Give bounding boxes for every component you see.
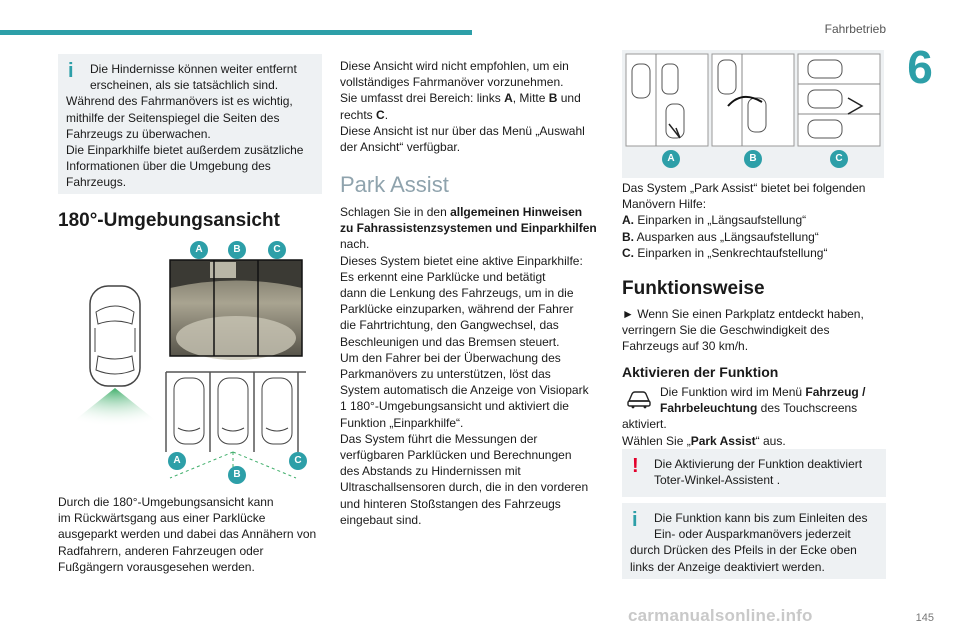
- page-number: 145: [915, 612, 934, 624]
- list-item: A. Einparken in „Längsaufstellung“: [622, 213, 807, 228]
- info-icon: i: [632, 509, 638, 531]
- surround-view-text: Durch die 180°-Umgebungsansicht kann im Rückwärtsgang aus einer Parklücke ausgeparkt werden und dabei das Annähern von Radfahrern, anderen Fahrzeugen oder Fußgängern vorausgesehen werden.: [58, 495, 317, 574]
- car-icon: [90, 286, 140, 386]
- activation-text: Die Funktion wird im Menü Fahrzeug / Fahrbeleuchtung des Touchscreens aktiviert. Wählen Sie „Park Assist“ aus.: [622, 385, 866, 448]
- info-note-deactivate: i Die Funktion kann bis zum Einleiten des Ein- oder Ausparkmanövers jederzeit durch Drücken des Pfeils in der Ecke oben links der Anzeige deaktiviert werden.: [622, 503, 886, 579]
- list-item: C. Einparken in „Senkrechtaufstellung“: [622, 245, 828, 260]
- park-assist-text: Schlagen Sie in den allgemeinen Hinweisen zu Fahrassistenzsystemen und Einparkhilfen nach. Dieses System bietet eine aktive Einparkhilfe: Es erkennt eine Parklücke und betätigt dann die Lenkung des Fahrzeugs, um in die Parklücke einzuparken, während der Fahrer die Fahrtrichtung, den Gangwechsel, das Beschleunigen und das Bremsen steuert. Um den Fahrer bei der Überwachung des Parkmanövers zu unterstützen, löst das System automatisch die Anzeige von Visiopark 1 180°-Umgebungsansicht und aktiviert die Funktion „Einparkhilfe“. Das System führt die Messungen der verfügbaren Parklücken und Berechnungen des Abstands zu Hindernissen mit Ultraschallsensoren durch, die in den vorderen und hinteren Stoßstangen des Fahrzeugs eingebaut sind.: [340, 205, 597, 527]
- heading-park-assist: Park Assist: [340, 172, 449, 197]
- header-accent-bar: [0, 30, 472, 35]
- heading-funktionsweise: Funktionsweise: [622, 278, 765, 299]
- fig-label-c: C: [830, 150, 848, 168]
- section-title: Fahrbetrieb: [824, 22, 886, 36]
- chapter-number: 6: [907, 41, 933, 93]
- surround-view-figure: [70, 238, 310, 484]
- fig-label-b: B: [744, 150, 762, 168]
- warning-note: ! Die Aktivierung der Funktion deaktiviert Toter-Winkel-Assistent .: [622, 449, 886, 497]
- warning-icon: !: [632, 455, 639, 477]
- info-note: i Die Hindernisse können weiter entfernt erscheinen, als sie tatsächlich sind. Während des Fahrmanövers ist es wichtig, mithilfe der Seitenspiegel die Seiten des Fahrzeugs zu überwachen. Die Einparkhilfe bietet außerdem zusätzliche Informationen über die Umgebung des Fahrzeugs.: [58, 54, 322, 194]
- label-a-top: A: [190, 241, 208, 259]
- view-description: Diese Ansicht wird nicht empfohlen, um ein vollständiges Fahrmanöver vorzunehmen. Sie umfasst drei Bereich: links A, Mitte B und rechts C. Diese Ansicht ist nur über das Menü „Auswahl der Ansicht“ verfügbar.: [340, 59, 585, 155]
- heading-aktivieren: Aktivieren der Funktion: [622, 364, 779, 380]
- operation-step: ► Wenn Sie einen Parkplatz entdeckt haben, verringern Sie die Geschwindigkeit des Fahrzeugs auf 30 km/h.: [622, 307, 864, 354]
- label-a-bottom: A: [168, 452, 186, 470]
- label-b-top: B: [228, 241, 246, 259]
- label-b-bottom: B: [228, 466, 246, 484]
- info-icon: i: [68, 60, 74, 82]
- park-assist-intro: Das System „Park Assist“ bietet bei folgenden Manövern Hilfe: A. Einparken in „Längsaufstellung“ B. Ausparken aus „Längsaufstellung“ C. Einparken in „Senkrechtaufstellung“: [622, 180, 888, 261]
- fig-label-a: A: [662, 150, 680, 168]
- label-c-bottom: C: [289, 452, 307, 470]
- list-item: B. Ausparken aus „Längsaufstellung“: [622, 229, 819, 244]
- label-c-top: C: [268, 241, 286, 259]
- watermark: carmanualsonline.info: [628, 606, 813, 625]
- heading-180-view: 180°-Umgebungsansicht: [58, 210, 280, 231]
